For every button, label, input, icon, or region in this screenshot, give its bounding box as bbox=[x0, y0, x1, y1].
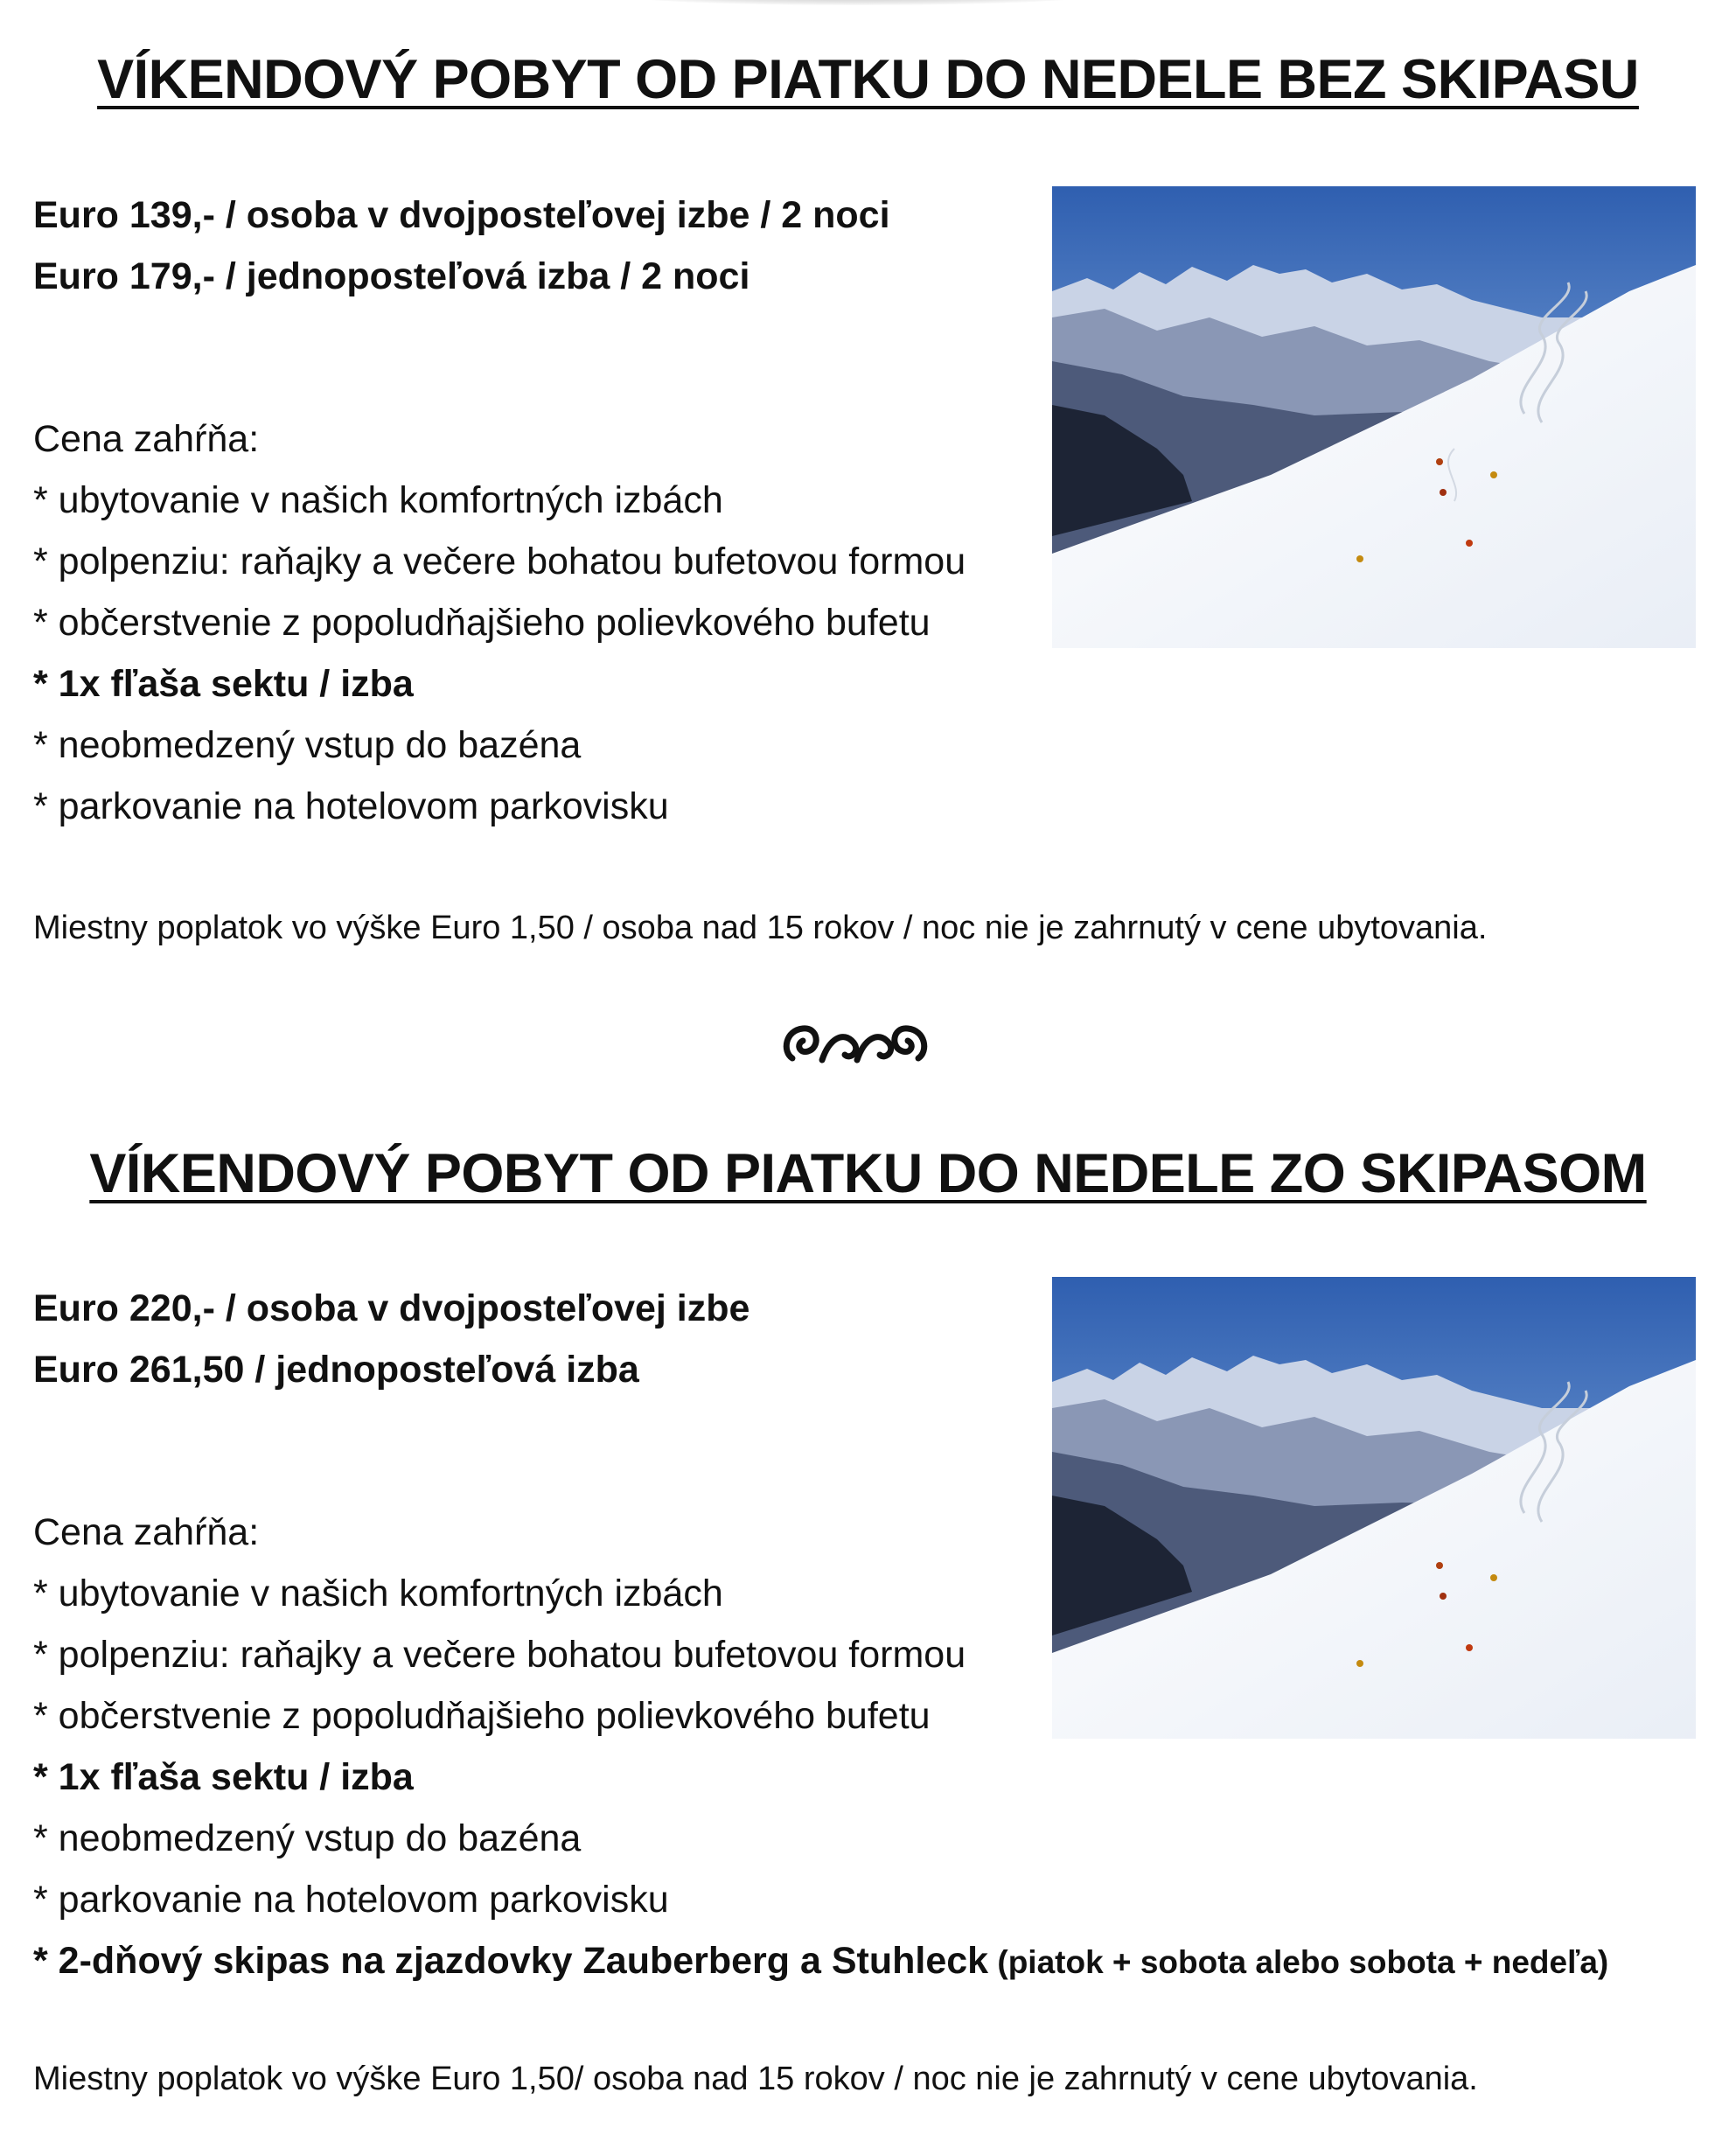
section1-price-single: Euro 179,- / jednoposteľová izba / 2 noci bbox=[33, 255, 750, 297]
section1-include-item: * parkovanie na hotelovom parkovisku bbox=[33, 785, 669, 827]
section1-price-double: Euro 139,- / osoba v dvojposteľovej izbe / 2 noci bbox=[33, 194, 890, 236]
section1-includes-heading: Cena zahŕňa: bbox=[33, 418, 260, 460]
top-shadow bbox=[612, 0, 1102, 5]
section2-include-item: * občerstvenie z popoludňajšieho polievkového bufetu bbox=[33, 1695, 931, 1737]
section2-include-item: * parkovanie na hotelovom parkovisku bbox=[33, 1879, 669, 1921]
section2-skipass-item bbox=[33, 1940, 1608, 1983]
section2-title: VÍKENDOVÝ POBYT OD PIATKU DO NEDELE ZO SKIPASOM bbox=[89, 1143, 1647, 1204]
section1-include-item: * občerstvenie z popoludňajšieho polievkového bufetu bbox=[33, 602, 931, 644]
section2-includes-heading: Cena zahŕňa: bbox=[33, 1511, 260, 1553]
skipass-label: * 2-dňový skipas na zjazdovky Zauberberg a Stuhleck bbox=[33, 1940, 989, 1982]
ski-slope-photo bbox=[1052, 186, 1696, 648]
ornament-icon bbox=[777, 1013, 934, 1074]
section1-include-item: * neobmedzený vstup do bazéna bbox=[33, 724, 582, 766]
section2-include-item: * neobmedzený vstup do bazéna bbox=[33, 1817, 582, 1859]
section2-price-single: Euro 261,50 / jednoposteľová izba bbox=[33, 1349, 639, 1391]
ski-slope-photo bbox=[1052, 1277, 1696, 1739]
section1-local-fee-note: Miestny poplatok vo výške Euro 1,50 / osoba nad 15 rokov / noc nie je zahrnutý v cene ubytovania. bbox=[33, 910, 1488, 946]
section2-local-fee-note: Miestny poplatok vo výške Euro 1,50/ osoba nad 15 rokov / noc nie je zahrnutý v cene ubytovania. bbox=[33, 2061, 1478, 2097]
section2-price-double: Euro 220,- / osoba v dvojposteľovej izbe bbox=[33, 1287, 750, 1329]
section1-include-item: * ubytovanie v našich komfortných izbách bbox=[33, 479, 723, 521]
section2-include-item: * polpenziu: raňajky a večere bohatou bufetovou formou bbox=[33, 1634, 966, 1676]
section1-include-item: * 1x fľaša sektu / izba bbox=[33, 663, 414, 705]
section1-title: VÍKENDOVÝ POBYT OD PIATKU DO NEDELE BEZ SKIPASU bbox=[97, 49, 1639, 110]
section1-include-item: * polpenziu: raňajky a večere bohatou bufetovou formou bbox=[33, 540, 966, 582]
section2-include-item: * 1x fľaša sektu / izba bbox=[33, 1756, 414, 1798]
skipass-days-detail: (piatok + sobota alebo sobota + nedeľa) bbox=[988, 1944, 1609, 1980]
section2-include-item: * ubytovanie v našich komfortných izbách bbox=[33, 1573, 723, 1614]
